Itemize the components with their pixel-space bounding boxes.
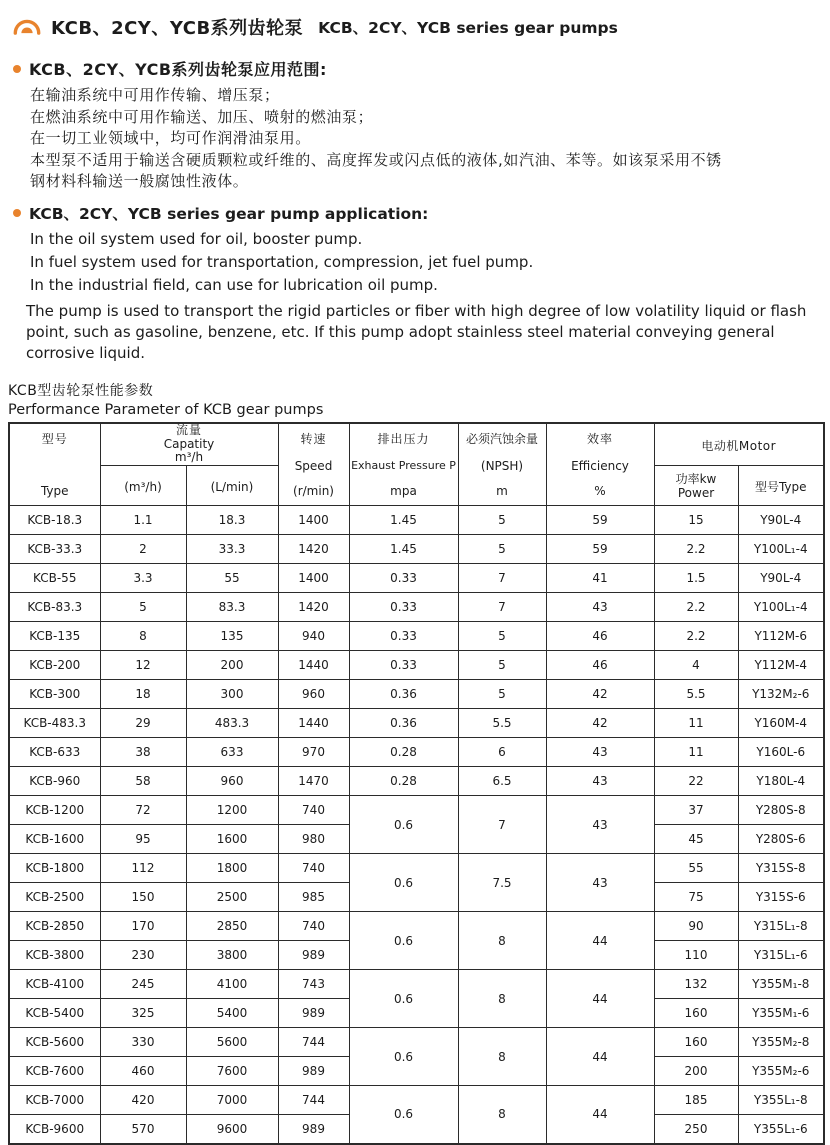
cell-capacity-lmin: 18.3: [186, 506, 278, 535]
cell-motor-type: Y160L-6: [738, 738, 824, 767]
document-header: [12, 14, 830, 40]
cell-capacity-lmin: 633: [186, 738, 278, 767]
performance-table: [8, 422, 825, 1145]
header-speed: 转速 Speed (r/min): [278, 423, 349, 506]
cell-motor-type: Y112M-4: [738, 651, 824, 680]
cell-pump-type: KCB-2500: [9, 883, 100, 912]
cell-capacity-lmin: 5400: [186, 999, 278, 1028]
zh-line: 在一切工业领域中，均可作润滑油泵用。: [30, 129, 311, 147]
cell-motor-type: Y90L-4: [738, 506, 824, 535]
cell-motor-type: Y180L-4: [738, 767, 824, 796]
cell-speed: 1400: [278, 564, 349, 593]
table-row: [9, 767, 824, 796]
bullet-icon: [13, 209, 21, 217]
table-row: [9, 506, 824, 535]
cell-pressure: 0.6: [349, 1028, 458, 1086]
cell-power: 5.5: [654, 680, 738, 709]
cell-capacity-lmin: 4100: [186, 970, 278, 999]
cell-capacity-lmin: 2850: [186, 912, 278, 941]
cell-motor-type: Y355M₂-6: [738, 1057, 824, 1086]
page-title-en: KCB、2CY、YCB series gear pumps: [318, 19, 618, 37]
cell-capacity-m3h: 2: [100, 535, 186, 564]
cell-efficiency: 43: [546, 796, 654, 854]
application-body-en: [30, 228, 830, 297]
table-row: [9, 651, 824, 680]
cell-capacity-m3h: 170: [100, 912, 186, 941]
cell-capacity-lmin: 483.3: [186, 709, 278, 738]
table-row: [9, 709, 824, 738]
cell-pump-type: KCB-7000: [9, 1086, 100, 1115]
cell-power: 2.2: [654, 535, 738, 564]
table-row: [9, 970, 824, 999]
cell-pump-type: KCB-33.3: [9, 535, 100, 564]
cell-speed: 1440: [278, 709, 349, 738]
brand-arc-logo-icon: [12, 17, 42, 37]
cell-power: 2.2: [654, 593, 738, 622]
application-heading-zh: KCB、2CY、YCB系列齿轮泵应用范围:: [13, 57, 830, 80]
cell-pressure: 0.28: [349, 738, 458, 767]
table-row: [9, 535, 824, 564]
cell-capacity-m3h: 18: [100, 680, 186, 709]
cell-npsh: 8: [458, 912, 546, 970]
table-row: [9, 1086, 824, 1115]
header-efficiency: 效率 Efficiency %: [546, 423, 654, 506]
table-row: [9, 622, 824, 651]
cell-motor-type: Y355M₁-6: [738, 999, 824, 1028]
cell-npsh: 5.5: [458, 709, 546, 738]
cell-capacity-m3h: 58: [100, 767, 186, 796]
cell-power: 185: [654, 1086, 738, 1115]
cell-pressure: 1.45: [349, 535, 458, 564]
cell-npsh: 6.5: [458, 767, 546, 796]
cell-pressure: 0.28: [349, 767, 458, 796]
table-row: [9, 738, 824, 767]
cell-npsh: 8: [458, 1086, 546, 1144]
cell-efficiency: 43: [546, 593, 654, 622]
cell-pressure: 0.33: [349, 564, 458, 593]
cell-speed: 740: [278, 912, 349, 941]
cell-speed: 744: [278, 1086, 349, 1115]
cell-motor-type: Y160M-4: [738, 709, 824, 738]
table-row: [9, 854, 824, 883]
cell-speed: 743: [278, 970, 349, 999]
zh-line: 在输油系统中可用作传输、增压泵；: [30, 86, 280, 104]
cell-capacity-lmin: 3800: [186, 941, 278, 970]
cell-speed: 740: [278, 796, 349, 825]
cell-npsh: 7: [458, 796, 546, 854]
cell-pump-type: KCB-4100: [9, 970, 100, 999]
cell-capacity-lmin: 83.3: [186, 593, 278, 622]
cell-motor-type: Y280S-6: [738, 825, 824, 854]
cell-pump-type: KCB-300: [9, 680, 100, 709]
header-motor: 电动机Motor: [654, 423, 824, 466]
cell-npsh: 5: [458, 535, 546, 564]
cell-capacity-m3h: 3.3: [100, 564, 186, 593]
cell-efficiency: 41: [546, 564, 654, 593]
cell-motor-type: Y315L₁-8: [738, 912, 824, 941]
cell-npsh: 8: [458, 1028, 546, 1086]
cell-efficiency: 44: [546, 912, 654, 970]
cell-capacity-m3h: 150: [100, 883, 186, 912]
header-pressure: 排出压力 Exhaust Pressure P mpa: [349, 423, 458, 506]
cell-capacity-lmin: 9600: [186, 1115, 278, 1144]
cell-power: 250: [654, 1115, 738, 1144]
en-line: In the oil system used for oil, booster pump.: [30, 229, 363, 248]
cell-pump-type: KCB-3800: [9, 941, 100, 970]
cell-pump-type: KCB-55: [9, 564, 100, 593]
cell-efficiency: 44: [546, 970, 654, 1028]
cell-capacity-m3h: 570: [100, 1115, 186, 1144]
cell-pump-type: KCB-483.3: [9, 709, 100, 738]
cell-pressure: 0.33: [349, 651, 458, 680]
cell-capacity-m3h: 330: [100, 1028, 186, 1057]
cell-power: 22: [654, 767, 738, 796]
cell-pressure: 0.36: [349, 680, 458, 709]
cell-efficiency: 46: [546, 622, 654, 651]
en-line: In the industrial field, can use for lubrication oil pump.: [30, 275, 438, 294]
cell-pump-type: KCB-200: [9, 651, 100, 680]
cell-capacity-lmin: 960: [186, 767, 278, 796]
cell-capacity-lmin: 55: [186, 564, 278, 593]
cell-capacity-lmin: 1800: [186, 854, 278, 883]
cell-capacity-m3h: 230: [100, 941, 186, 970]
cell-pump-type: KCB-5400: [9, 999, 100, 1028]
cell-speed: 989: [278, 999, 349, 1028]
cell-motor-type: Y132M₂-6: [738, 680, 824, 709]
header-pump-type: 型号 Type: [9, 423, 100, 506]
cell-efficiency: 44: [546, 1028, 654, 1086]
cell-power: 160: [654, 999, 738, 1028]
cell-pump-type: KCB-1200: [9, 796, 100, 825]
cell-speed: 1420: [278, 593, 349, 622]
cell-capacity-m3h: 29: [100, 709, 186, 738]
cell-efficiency: 46: [546, 651, 654, 680]
cell-capacity-m3h: 460: [100, 1057, 186, 1086]
cell-speed: 1470: [278, 767, 349, 796]
cell-npsh: 5: [458, 651, 546, 680]
cell-pressure: 0.6: [349, 796, 458, 854]
cell-motor-type: Y90L-4: [738, 564, 824, 593]
cell-capacity-lmin: 135: [186, 622, 278, 651]
page-title-zh: KCB、2CY、YCB系列齿轮泵: [51, 18, 304, 39]
cell-capacity-lmin: 5600: [186, 1028, 278, 1057]
cell-efficiency: 59: [546, 506, 654, 535]
cell-npsh: 8: [458, 970, 546, 1028]
cell-pressure: 0.6: [349, 854, 458, 912]
cell-efficiency: 43: [546, 738, 654, 767]
cell-speed: 985: [278, 883, 349, 912]
en-para-line: corrosive liquid.: [26, 343, 146, 362]
cell-motor-type: Y100L₁-4: [738, 535, 824, 564]
cell-power: 11: [654, 709, 738, 738]
table-title-en: Performance Parameter of KCB gear pumps: [8, 401, 324, 418]
cell-speed: 989: [278, 1057, 349, 1086]
cell-pump-type: KCB-135: [9, 622, 100, 651]
cell-capacity-m3h: 72: [100, 796, 186, 825]
cell-capacity-lmin: 1600: [186, 825, 278, 854]
cell-npsh: 7: [458, 593, 546, 622]
en-para-line: point, such as gasoline, benzene, etc. If this pump adopt stainless steel material conveying general: [26, 322, 775, 341]
cell-capacity-lmin: 200: [186, 651, 278, 680]
header-npsh: 必须汽蚀余量 (NPSH) m: [458, 423, 546, 506]
cell-speed: 989: [278, 1115, 349, 1144]
cell-power: 4: [654, 651, 738, 680]
application-heading-en: KCB、2CY、YCB series gear pump application:: [13, 202, 830, 224]
cell-capacity-m3h: 12: [100, 651, 186, 680]
cell-speed: 740: [278, 854, 349, 883]
cell-npsh: 7: [458, 564, 546, 593]
cell-pressure: 0.6: [349, 970, 458, 1028]
cell-power: 1.5: [654, 564, 738, 593]
cell-pump-type: KCB-1800: [9, 854, 100, 883]
cell-speed: 970: [278, 738, 349, 767]
cell-capacity-lmin: 7600: [186, 1057, 278, 1086]
cell-motor-type: Y355M₂-8: [738, 1028, 824, 1057]
cell-capacity-lmin: 7000: [186, 1086, 278, 1115]
cell-pressure: 0.36: [349, 709, 458, 738]
cell-capacity-m3h: 95: [100, 825, 186, 854]
cell-capacity-m3h: 112: [100, 854, 186, 883]
table-row: [9, 680, 824, 709]
cell-efficiency: 42: [546, 709, 654, 738]
cell-npsh: 5: [458, 680, 546, 709]
cell-pressure: 1.45: [349, 506, 458, 535]
cell-power: 200: [654, 1057, 738, 1086]
cell-efficiency: 44: [546, 1086, 654, 1144]
cell-capacity-m3h: 420: [100, 1086, 186, 1115]
cell-capacity-lmin: 1200: [186, 796, 278, 825]
cell-pump-type: KCB-2850: [9, 912, 100, 941]
cell-capacity-lmin: 2500: [186, 883, 278, 912]
cell-pressure: 0.33: [349, 622, 458, 651]
cell-efficiency: 42: [546, 680, 654, 709]
table-row: [9, 564, 824, 593]
cell-efficiency: 43: [546, 767, 654, 796]
cell-speed: 744: [278, 1028, 349, 1057]
table-row: [9, 796, 824, 825]
cell-motor-type: Y315S-8: [738, 854, 824, 883]
cell-motor-type: Y315L₁-6: [738, 941, 824, 970]
en-para-line: The pump is used to transport the rigid particles or fiber with high degree of low volatility liquid or flash: [26, 301, 807, 320]
cell-power: 110: [654, 941, 738, 970]
cell-capacity-m3h: 8: [100, 622, 186, 651]
cell-power: 37: [654, 796, 738, 825]
cell-pump-type: KCB-1600: [9, 825, 100, 854]
cell-pressure: 0.6: [349, 1086, 458, 1144]
cell-pressure: 0.33: [349, 593, 458, 622]
cell-power: 160: [654, 1028, 738, 1057]
cell-npsh: 7.5: [458, 854, 546, 912]
cell-speed: 989: [278, 941, 349, 970]
cell-pump-type: KCB-5600: [9, 1028, 100, 1057]
cell-capacity-m3h: 5: [100, 593, 186, 622]
cell-pump-type: KCB-633: [9, 738, 100, 767]
cell-capacity-m3h: 245: [100, 970, 186, 999]
cell-capacity-lmin: 33.3: [186, 535, 278, 564]
cell-efficiency: 59: [546, 535, 654, 564]
cell-speed: 1440: [278, 651, 349, 680]
header-motor-type: 型号Type: [738, 466, 824, 506]
header-capacity-m3h: (m³/h): [100, 466, 186, 506]
cell-motor-type: Y315S-6: [738, 883, 824, 912]
cell-npsh: 6: [458, 738, 546, 767]
cell-motor-type: Y355L₁-8: [738, 1086, 824, 1115]
header-capacity-lmin: (L/min): [186, 466, 278, 506]
en-line: In fuel system used for transportation, compression, jet fuel pump.: [30, 252, 534, 271]
cell-power: 15: [654, 506, 738, 535]
cell-power: 90: [654, 912, 738, 941]
cell-pump-type: KCB-960: [9, 767, 100, 796]
cell-pump-type: KCB-83.3: [9, 593, 100, 622]
cell-pump-type: KCB-7600: [9, 1057, 100, 1086]
bullet-icon: [13, 65, 21, 73]
cell-speed: 1420: [278, 535, 349, 564]
cell-capacity-m3h: 325: [100, 999, 186, 1028]
cell-npsh: 5: [458, 622, 546, 651]
cell-power: 75: [654, 883, 738, 912]
table-title-zh: KCB型齿轮泵性能参数: [8, 382, 154, 399]
cell-motor-type: Y280S-8: [738, 796, 824, 825]
cell-pressure: 0.6: [349, 912, 458, 970]
cell-motor-type: Y100L₁-4: [738, 593, 824, 622]
cell-power: 132: [654, 970, 738, 999]
table-row: [9, 1028, 824, 1057]
table-row: [9, 912, 824, 941]
cell-capacity-m3h: 38: [100, 738, 186, 767]
cell-motor-type: Y355M₁-8: [738, 970, 824, 999]
cell-capacity-m3h: 1.1: [100, 506, 186, 535]
table-row: [9, 593, 824, 622]
zh-line: 在燃油系统中可用作输送、加压、喷射的燃油泵；: [30, 107, 374, 126]
cell-speed: 980: [278, 825, 349, 854]
header-motor-power: 功率kw Power: [654, 466, 738, 506]
cell-power: 55: [654, 854, 738, 883]
cell-speed: 940: [278, 622, 349, 651]
cell-pump-type: KCB-18.3: [9, 506, 100, 535]
application-body-zh: [30, 85, 830, 193]
cell-motor-type: Y355L₁-6: [738, 1115, 824, 1144]
cell-motor-type: Y112M-6: [738, 622, 824, 651]
header-capacity: 流量 Capatity m³/h: [100, 423, 278, 466]
cell-pump-type: KCB-9600: [9, 1115, 100, 1144]
zh-line: 钢材料科输送一般腐蚀性液体。: [30, 172, 249, 190]
application-paragraph-en: [26, 301, 830, 364]
cell-efficiency: 43: [546, 854, 654, 912]
cell-power: 11: [654, 738, 738, 767]
performance-table-body: [9, 506, 824, 1144]
cell-power: 45: [654, 825, 738, 854]
cell-speed: 960: [278, 680, 349, 709]
cell-power: 2.2: [654, 622, 738, 651]
cell-capacity-lmin: 300: [186, 680, 278, 709]
cell-speed: 1400: [278, 506, 349, 535]
zh-line: 本型泵不适用于输送含硬质颗粒或纤维的、高度挥发或闪点低的液体,如汽油、苯等。如该泵采用不锈: [30, 150, 722, 169]
cell-npsh: 5: [458, 506, 546, 535]
